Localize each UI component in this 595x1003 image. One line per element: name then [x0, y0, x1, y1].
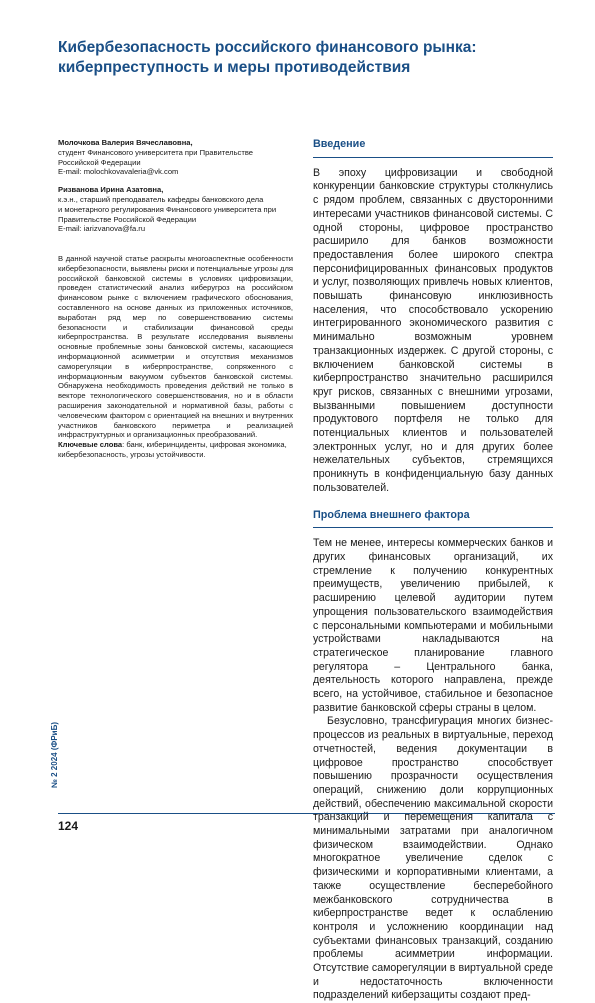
footer-rule: [58, 813, 555, 814]
author-affiliation: Правительстве Российской Федерации: [58, 214, 197, 224]
author-1: [58, 138, 293, 177]
paragraph: Тем не менее, интересы коммерческих банков и других финансовых организаций, их стремление к получению конкурентных преимуществ, увеличению прибылей, к расширению целевой аудитории путем упрощения пользовательского взаимодействия с персональными компьютерами и мобильными устройствами накладываются на стратегическое планирование главного регулятора – Центрального банка, деятельность которого направлена, прежде всего, на устойчивое, стабильное и безопасное развитие банковской сферы страны в целом.: [313, 537, 553, 714]
author-affiliation: и монетарного регулирования Финансового университета при: [58, 204, 277, 214]
abstract: В данной научной статье раскрыты многоаспектные особенности кибербезопасности, выявлены риски и потенциальные угрозы для российской банковской системы в условиях цифровизации, проведен статистический анализ киберугроз на российском финансовом рынке с включением графического обоснования, составленного на основе данных из приложенных источников, выработан ряд мер по совершенствованию системы безопасности и стабилизации финансовой среды киберпространства. В результате исследования выявлены основные проблемные зоны банковской системы, касающиеся информационной асимметрии и отсутствия механизмов саморегуляции в киберпространстве, сопряженного с информационным вакуумом субъектов банковской системы. Обнаружена необходимость проведения действий не только в векторе технологического совершенствования, но и в области расширения законодательной и нормативной базы, работы с человеческим фактором с ориентацией на внешних и внутренних участников банковского периметра и реализацией инфраструктурных и организационных преобразований.: [58, 254, 293, 440]
author-name: Ризванова Ирина Азатовна,: [58, 185, 164, 195]
journal-issue-ref: № 2 2024 (ФРиБ): [50, 722, 59, 788]
author-affiliation: Российской Федерации: [58, 157, 141, 167]
keywords-text: : банк, киберинциденты, цифровая экономика, кибербезопасность, угрозы устойчивости.: [58, 440, 287, 459]
paragraph: Безусловно, трансфигурация многих бизнес-процессов из реальных в виртуальные, переход отчетностей, ведения документации в цифровое пространство способствует повышению прозрачности осуществления операций, снижению доли коррупционных действий, обеспечению максимальной скорости транзакций и перемещения капитала с минимальными затратами при аналогичном физическом взаимодействии. Однако многократное увеличение сделок с физическими и корпоративными клиентами, а также осуществление бесперебойного межбанковского сотрудничества в киберпространстве ведет к ослаблению контроля и усложнению координации над субъектами финансовых транзакций, созданию проблемы асимметрии информации. Отсутствие саморегуляции в виртуальной среде и недостаточность включенности подразделений киберзащиты создают пред-: [313, 715, 553, 1002]
page-number: 124: [58, 819, 79, 833]
keywords-label: Ключевые слова: [58, 440, 123, 449]
author-email: E-mail: iarizvanova@fa.ru: [58, 224, 146, 234]
author-2: [58, 185, 293, 234]
section-heading-external-factor: Проблема внешнего фактора: [313, 509, 553, 529]
body-column: [313, 138, 553, 1003]
author-name: Молочкова Валерия Вячеславовна,: [58, 138, 193, 147]
author-affiliation: к.э.н., старший преподаватель кафедры банковского дела: [58, 194, 264, 204]
author-email: E-mail: molochkovavaleria@vk.com: [58, 167, 179, 177]
author-affiliation: студент Финансового университета при Правительстве: [58, 147, 254, 157]
paragraph: В эпоху цифровизации и свободной конкуренции банковские структуры столкнулись с рядом проблем, связанных с двусторонними интересами участников финансовой системы. С одной стороны, цифровое пространство расширило для банков возможности предоставления более широкого спектра персонифицированных финансовых продуктов и услуг, позволяющих привлечь новых клиентов, повышать финансовую инклюзивность населения, что способствовало ускорению интегрированного экономического развития с минимально возможным уровнем транзакционных издержек. С другой стороны, с включением банковской системы в киберпространство значительно расширился круг рисков, связанных с внешними угрозами, вызванными повышением доступности продуктового портфеля не только для потенциальных клиентов и пользователей электронных услуг, но и для других более нежелательных субъектов, стремящихся проникнуть в конфиденциальную базу данных пользователей.: [313, 166, 553, 494]
authors-block: [58, 138, 293, 242]
article-title: Кибербезопасность российского финансового рынка: киберпреступность и меры противодействия: [58, 39, 477, 76]
keywords: [58, 440, 293, 460]
section-heading-introduction: Введение: [313, 138, 553, 158]
